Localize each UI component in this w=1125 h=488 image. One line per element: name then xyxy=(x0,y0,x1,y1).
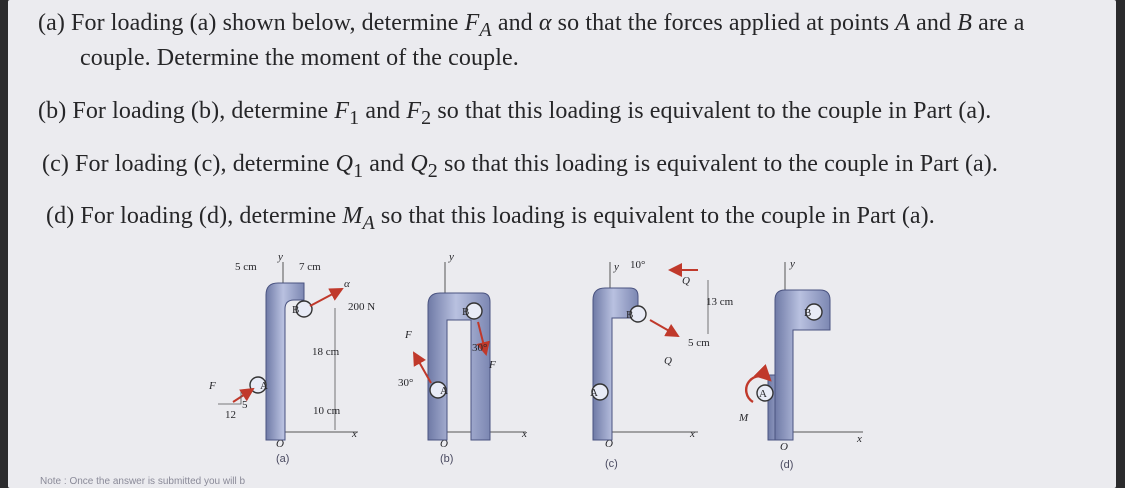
question-c: (c) For loading (c), determine $Q_1$ and $Q_2$ so that this loading is equivalent to the couple in Part (a). xyxy=(42,151,998,182)
question-a-line2: couple. Determine the moment of the couple. xyxy=(80,45,519,71)
label-alpha: α xyxy=(344,278,350,290)
figure-b xyxy=(398,251,527,465)
figures-svg xyxy=(8,0,1116,488)
label-F1: F xyxy=(405,329,412,341)
label-10deg: 10° xyxy=(630,259,646,271)
figure-d xyxy=(738,258,863,471)
figure-c xyxy=(590,259,734,470)
label-18cm: 18 cm xyxy=(312,346,340,358)
label-y-b: y xyxy=(449,251,454,263)
label-O-a: O xyxy=(276,438,284,450)
figure-a xyxy=(208,251,375,465)
label-slope-12: 12 xyxy=(225,409,236,421)
label-O-d: O xyxy=(780,441,788,453)
label-FA: F xyxy=(209,380,216,392)
label-7cm: 7 cm xyxy=(299,261,321,273)
label-A-d: A xyxy=(759,388,767,400)
caption-a: (a) xyxy=(276,453,290,465)
label-x-c: x xyxy=(690,428,695,440)
label-x-d: x xyxy=(857,433,862,445)
label-x-a: x xyxy=(352,428,357,440)
label-y-c: y xyxy=(614,261,619,273)
force-Q2-arrow xyxy=(650,320,678,336)
label-y-a: y xyxy=(278,251,283,263)
label-slope-5: 5 xyxy=(242,399,248,411)
footnote: Note : Once the answer is submitted you will b xyxy=(40,476,246,487)
question-a-line1: (a) For loading (a) shown below, determine $F_A$ and α so that the forces applied at points A and B are a xyxy=(38,10,1025,41)
label-O-c: O xyxy=(605,438,613,450)
label-13cm: 13 cm xyxy=(706,296,734,308)
label-B-a: B xyxy=(292,304,300,316)
question-d: (d) For loading (d), determine $M_A$ so that this loading is equivalent to the couple in Part (a). xyxy=(46,203,935,234)
label-Q1: Q xyxy=(682,275,690,287)
label-B-c: B xyxy=(626,309,634,321)
caption-c: (c) xyxy=(605,458,618,470)
label-30-b1: 30° xyxy=(398,377,414,389)
caption-b: (b) xyxy=(440,453,454,465)
label-F2: F xyxy=(489,359,496,371)
label-10cm: 10 cm xyxy=(313,405,341,417)
label-Q2: Q xyxy=(664,355,672,367)
label-A-c: A xyxy=(590,387,598,399)
label-B-b: B xyxy=(462,306,470,318)
problem-sheet xyxy=(8,0,1116,488)
label-B-d: B xyxy=(804,307,812,319)
question-b: (b) For loading (b), determine $F_1$ and $F_2$ so that this loading is equivalent to the couple in Part (a). xyxy=(38,98,992,129)
label-5cm: 5 cm xyxy=(235,261,257,273)
label-A-a: A xyxy=(260,380,268,392)
label-y-d: y xyxy=(790,258,795,270)
label-5cm-c: 5 cm xyxy=(688,337,710,349)
label-200N: 200 N xyxy=(348,301,376,313)
label-MA: M xyxy=(739,412,749,424)
caption-d: (d) xyxy=(780,459,794,471)
force-200N-arrow xyxy=(310,289,342,306)
label-x-b: x xyxy=(522,428,527,440)
label-A-b: A xyxy=(440,385,448,397)
label-30-b2: 30° xyxy=(472,342,488,354)
label-O-b: O xyxy=(440,438,448,450)
